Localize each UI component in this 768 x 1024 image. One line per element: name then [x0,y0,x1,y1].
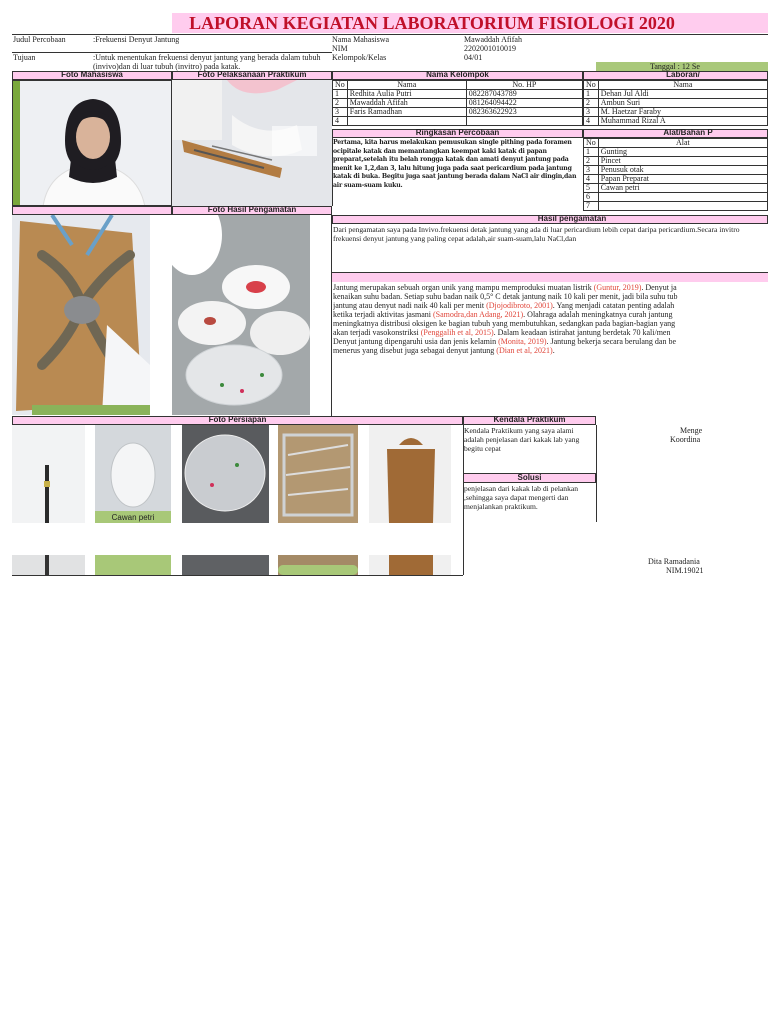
cell [598,202,767,211]
judul-value: :Frekuensi Denyut Jantung [93,35,180,44]
col-header: Nama [347,81,466,90]
table-row [584,184,768,193]
pembahasan-line [333,346,768,355]
cell: Faris Ramadhan [347,108,466,117]
citation: (Penggalih et al, 2015) [420,328,494,337]
cell: Ambun Suri [598,99,767,108]
table-row [333,99,583,108]
pembahasan-line [333,283,768,292]
table-row [584,108,768,117]
koordinator-label: Koordina [670,435,701,444]
col-header: Nama [598,81,767,90]
laboran-table [583,80,768,126]
sign-name: Dita Ramadania [648,557,700,566]
cell: 1 [333,90,348,99]
cell: 7 [584,202,599,211]
divider [332,138,333,206]
table-row [584,157,768,166]
tujuan-value: :Untuk menentukan frekuensi denyut jantung yang berada dalam tubuh (invivo)dan di luar tubuh (invitro) pada katak. [93,53,321,71]
citation: (Samodra,dan Adang, 2021) [432,310,524,319]
cell: 2 [333,99,348,108]
table-row [584,148,768,157]
pembahasan-line [333,310,768,319]
cell [466,117,582,126]
nama-kelompok-header: Nama Kelompok [426,70,489,79]
foto-persiapan-header: Foto Persiapan [208,415,267,424]
solusi-text: penjelasan dari kakak lab di pelankan ,sehingga saya dapat mengerti dan menjalankan praktikum. [464,484,579,511]
table-row [584,175,768,184]
text: kenaikan suhu badan. Setiap suhu badan naik 0,5° C detak jantung naik 10 kali per menit, jadi bila suhu tub [333,292,678,301]
citation: (Djojodibroto, 2001) [486,301,553,310]
cell: Gunting [598,148,767,157]
text: ketika terjadi aktivitas jasmani [333,310,433,319]
judul-label: Judul Percobaan [13,35,66,44]
cell: 6 [584,193,599,202]
prep-photo-scissors-2 [12,555,85,575]
tujuan-label: Tujuan [13,53,36,62]
citation: (Guntur, 2019) [593,283,642,292]
kendala-text: Kendala Praktikum yang saya alami adalah penjelasan dari kakak lab yang begitu cepat [464,426,580,453]
table-row [333,117,583,126]
ringkasan-text: Pertama, kita harus melakukan pemusukan single pithing pada foramen ocipitale katak dan memantangkan keempat kaki katak di papan preparat,setelah itu belah rongga katak dan amati denyut jantung pada menit ke 1,2,dan 3, lalu hitung juga pada saat pericardium pada jantung katak di buka. Begitu juga saat jantung berada dalam NaCl air dingin,dan air suam-suam kuku. [333,139,577,189]
cell: Dehan Jul Aldi [598,90,767,99]
pembahasan-line [333,328,768,337]
cell: Papan Preparat [598,175,767,184]
kelompok-table [332,80,583,126]
cell: 2 [584,157,599,166]
report-title: LAPORAN KEGIATAN LABORATORIUM FISIOLOGI 2020 [189,13,675,33]
nim-label: NIM [332,44,348,53]
tanggal: Tanggal : 12 Se [650,62,700,71]
hasil-header: Hasil pengamatan [537,214,607,223]
kelompok-value: 04/01 [464,53,483,62]
text: jantung atau denyut nadi naik 40 kali per menit [333,301,487,310]
prep-photo-dish-2 [182,555,269,575]
text: Jantung merupakan sebuah organ unik yang mampu memproduksi muatan listrik [333,283,594,292]
cell: Mawaddah Afifah [347,99,466,108]
mengetahui-label: Menge [680,426,703,435]
table-row [584,193,768,202]
text: menerus yang disebut juga sebagai denyut jantung [333,346,497,355]
cell [347,117,466,126]
cell [598,193,767,202]
ringkasan-header: Ringkasan Percobaan [415,128,500,137]
prep-photo-board-2 [369,555,451,575]
nama-label: Nama Mahasiswa [332,35,390,44]
cell: Muhammad Rizal A [598,117,767,126]
frog-dissection-photo [12,215,150,415]
laboran-header: Laboran/ [666,70,700,79]
cell: Redhita Aulia Putri [347,90,466,99]
col-header: Alat [598,139,767,148]
prep-photo-tools-2 [278,555,358,575]
cell: 3 [584,166,599,175]
cell: 3 [333,108,348,117]
pembahasan-text [333,283,768,355]
citation: (Dian et al, 2021) [496,346,553,355]
cell: 082363622923 [466,108,582,117]
text: . Olahraga adalah meningkatnya curah jantung [523,310,673,319]
foto-mahasiswa-header: Foto Mahasiswa [61,70,123,79]
hasil-text: Dari pengamatan saya pada Invivo.frekuensi detak jantung yang ada di luar pericardium lebih cepat daripa pericardium.Secara invitro frekuensi denyut jantung yang paling cepat adalah,air suam-suam,lalu NaCl,dan [333,225,740,243]
pembahasan-header-cell [332,273,768,282]
text: meningkatnya distribusi oksigen ke bagian tubuh yang membutuhkan, sedangkan pada bagian-bagian yang [333,319,676,328]
citation: (Monita, 2019) [498,337,547,346]
prep-photo-petri-2 [95,555,171,575]
nama-value: Mawaddah Afifah [464,35,522,44]
cell: 1 [584,148,599,157]
sign-nim: NIM.19021 [666,566,704,575]
prep-photo-scissors [12,425,85,523]
table-row [584,117,768,126]
foto-hasil-header: Foto Hasil Pengamatan [207,205,297,214]
pembahasan-line [333,301,768,310]
student-photo [12,80,172,206]
practicum-photo [172,80,332,206]
col-header: No [584,81,599,90]
text: . Jantung bekerja secara berulang dan be [546,337,677,346]
pembahasan-line [333,337,768,346]
text: . Denyut ja [641,283,677,292]
cell: 2 [584,99,599,108]
table-row [584,202,768,211]
divider [596,425,597,522]
nim-value: 2202001010019 [464,44,516,53]
petri-result-photo [172,215,310,415]
cell: 1 [584,90,599,99]
solusi-header: Solusi [517,473,542,482]
cell: 082287043789 [466,90,582,99]
cell: Pincet [598,157,767,166]
prep-photo-tools [278,425,358,523]
prep-photo-petri [95,425,171,523]
cell: 5 [584,184,599,193]
text: Denyut jantung dipengaruhi usia dan jenis kelamin [333,337,499,346]
text: akan terjadi vasokonstriksi [333,328,421,337]
alat-bahan-header: Alat/Bahan P [663,128,713,137]
cell: 3 [584,108,599,117]
cell: 4 [584,175,599,184]
persiapan-caption: Cawan petri [111,513,155,522]
divider [12,575,463,576]
kendala-header: Kendala Praktikum [493,415,566,424]
col-header: No [333,81,348,90]
alat-table [583,138,768,211]
text: . [552,346,555,355]
text: . Yang menjadi catatan penting adalah [552,301,675,310]
cell: M. Haetzar Faraby [598,108,767,117]
table-row [333,108,583,117]
divider [331,215,332,416]
foto-pelaksanaan-header: Foto Pelaksanaan Praktikum [197,70,307,79]
table-row [584,99,768,108]
table-row [584,166,768,175]
cell: 4 [333,117,348,126]
pembahasan-line [333,319,768,328]
prep-photo-dish [182,425,269,523]
col-header: No [584,139,599,148]
cell: 081264094422 [466,99,582,108]
pembahasan-line [333,292,768,301]
kelompok-label: Kelompok/Kelas [332,53,387,62]
text: . Dalam keadaan istirahat jantung berdetak 70 kali/men [493,328,671,337]
col-header: No. HP [466,81,582,90]
cell: 4 [584,117,599,126]
table-row [584,90,768,99]
prep-photo-board [369,425,451,523]
header-cell [12,206,172,215]
cell: Penusuk otak [598,166,767,175]
table-row [333,90,583,99]
cell: Cawan petri [598,184,767,193]
